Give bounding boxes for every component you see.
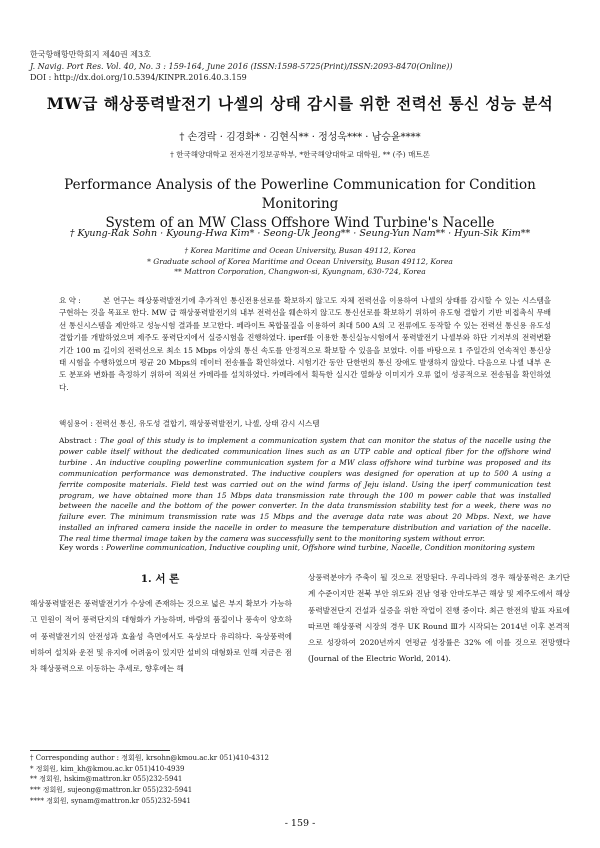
paper-title-ko: MW급 해상풍력발전기 나셀의 상태 감시를 위한 전력선 통신 성능 분석 [46, 94, 554, 113]
keywords-en [59, 543, 551, 552]
keywords-en-label: Key words : [59, 543, 104, 552]
abstract-ko-text: 본 연구는 해상풍력발전기에 추가적인 통신전용선로를 확보하지 않고도 자체 전력선을 이용하여 나셀의 상태를 감시할 수 있는 시스템을 구현하는 것을 목표로 한다. MW 급 해상풍력발전기의 내부 전력선을 훼손하지 않고도 통신선로를 확보하기 위하여 유도형 결합기 기반 비접촉식 무배선 통신시스템을 제안하고 성능시험 결과를 보고한다. 페라이트 복합물질을 이용하여 최대 500 A의 고 전류에도 동작할 수 있는 전력선 통신용 유도성 결합기를 개발하였으며 제주도 풍력단지에서 실증시험을 진행하였다. iperf를 이용한 통신실능시험에서 풍력발전기 나셀부와 하단 기저부의 전력변환기간 100 m 길이의 전력선으로 최소 15 Mbps 이상의 통신 속도를 안정적으로 확보할 수 있음을 보였다. 이를 바탕으로 1 주일간의 연속적인 통신상태 시험을 수행하였으며 평균 20 Mbps의 데이터 전송률을 확인하였다. 시험기간 동안 단한번의 통신 장애도 발생하지 않았다. 다음으로 나셀 내부 온도 분포와 변화를 측정하기 위하여 적외선 카메라를 설치하였다. 카메라에서 획득한 실시간 열화상 이미지가 오류 없이 성공적으로 전송됨을 확인하였다. [59, 296, 551, 392]
body-column-right: 상풍력분야가 주축이 될 것으로 전망된다. 우리나라의 경우 해상풍력은 초기단계 수준이지만 전북 부안 위도와 진남 영광 안마도부근 해상 및 제주도에서 해상풍력발전단지 건설과 실증을 위한 작업이 진행 중이다. 최근 한전의 발표 자료에 따르면 해상풍력 시장의 경우 UK Round Ⅲ가 시작되는 2014년 이후 본격적으로 성장하여 2020년까지 연평균 성장률은 32% 에 이를 것으로 전망했다(Journal of the Electric World, 2014). [308, 573, 570, 664]
journal-header [30, 49, 452, 84]
keywords-ko-text: 전력선 통신, 유도성 결합기, 해상풍력발전기, 나셀, 상태 감시 시스템 [95, 419, 320, 428]
abstract-en [59, 436, 551, 545]
affiliation-en-1: † Korea Maritime and Ocean University, Busan 49112, Korea [184, 246, 416, 255]
affiliations-en [0, 246, 600, 278]
abstract-en-text: The goal of this study is to implement a communication system that can monitor the status of the nacelle using the power cable itself without the dedicated communication lines such as an UTP cable and optical fiber for the offshore wind turbine . An inductive coupling powerline communication system for a MW class offshore wind turbine was proposed and its communication performance was demonstrated. The inductive couplers was designed for operation at up to 500 A using a ferrite composite materials. Field test was carried out on the wind farms of Jeju island. Using the iperf communication test program, we have obtained more than 15 Mbps data transmission rate through the 100 m power cable that was installed between the nacelle and the bottom of the power converter. In the data transmission stability test for a week, there was no failure ever. The minimum transmission rate was 15 Mbps and the average data rate was about 20 Mbps. Next, we have installed an infrared camera inside the nacelle in order to measure the temperature distribution and variation of the nacelle. The real time thermal image taken by the camera was successfully sent to the monitoring system without error. [59, 436, 551, 544]
body-column-left: 해상풍력발전은 풍력발전기가 수상에 존재하는 것으로 넓은 부지 확보가 가능하고 민원이 적어 풍력단지의 대형화가 가능하며, 바람의 품질이나 풍속이 양호하여 풍력발전기의 안전성과 효율성 측면에서도 육상보다 유리하다. 육상풍력에 비하여 설치와 운전 및 유지에 어려움이 있지만 설비의 대형화로 인해 지금은 점차 해상풍력으로 이동하는 추세로, 향후에는 해 [30, 599, 292, 674]
keywords-ko-label: 핵심용어 : [59, 419, 93, 428]
section-heading: 1. 서 론 [140, 573, 180, 585]
journal-doi: DOI : http://dx.doi.org/10.5394/KINPR.2016.40.3.159 [30, 73, 247, 82]
page-number: - 159 - [284, 818, 316, 829]
footnote-item: *** 정회원, sujeong@mattron.kr 055)232-5941 [30, 786, 193, 795]
affiliation-en-2: * Graduate school of Korea Maritime and Ocean University, Busan 49112, Korea [147, 256, 453, 266]
footnotes [30, 753, 269, 807]
paper-title-en-line2: System of an MW Class Offshore Wind Turbine's Nacelle [105, 215, 495, 231]
keywords-en-text: Powerline communication, Inductive coupling unit, Offshore wind turbine, Nacelle, Condition monitoring system [105, 543, 535, 552]
footnote-item: **** 정회원, synam@mattron.kr 055)232-5941 [30, 796, 192, 805]
affiliation-en-3: ** Mattron Corporation, Changwon-si, Kyungnam, 630-724, Korea [174, 267, 426, 276]
paper-title-en [40, 176, 560, 233]
abstract-ko-label: 요 약 : [59, 296, 81, 305]
footnote-item: * 정회원, kim_kh@kmou.ac.kr 051)410-4939 [30, 764, 185, 773]
journal-citation: J. Navig. Port Res. Vol. 40, No. 3 : 159-164, June 2016 (ISSN:1598-5725(Print)/ISSN:2093-8470(Online)) [30, 61, 453, 71]
footnote-corresponding: † Corresponding author : 정회원, krsohn@kmou.ac.kr 051)410-4312 [30, 754, 269, 762]
footnote-divider [30, 750, 170, 751]
abstract-ko [59, 295, 551, 394]
affiliations-ko: † 한국해양대학교 전자전기정보공학부, *한국해양대학교 대학원, ** (주) 매트론 [170, 150, 430, 159]
journal-name-ko: 한국항해항만학회지 제40권 제3호 [30, 50, 151, 59]
keywords-ko [59, 418, 320, 429]
authors-en: † Kyung-Rak Sohn · Kyoung-Hwa Kim* · Seong-Uk Jeong** · Seung-Yun Nam** · Hyun-Sik Kim** [69, 228, 531, 239]
abstract-en-label: Abstract : [59, 436, 97, 445]
authors-ko: † 손경락 · 김경화* · 김현식** · 정성욱*** · 남승윤**** [179, 132, 421, 143]
paper-title-en-line1: Performance Analysis of the Powerline Communication for Condition Monitoring [64, 177, 536, 212]
footnote-item: ** 정회원, hskim@mattron.kr 055)232-5941 [30, 775, 183, 784]
